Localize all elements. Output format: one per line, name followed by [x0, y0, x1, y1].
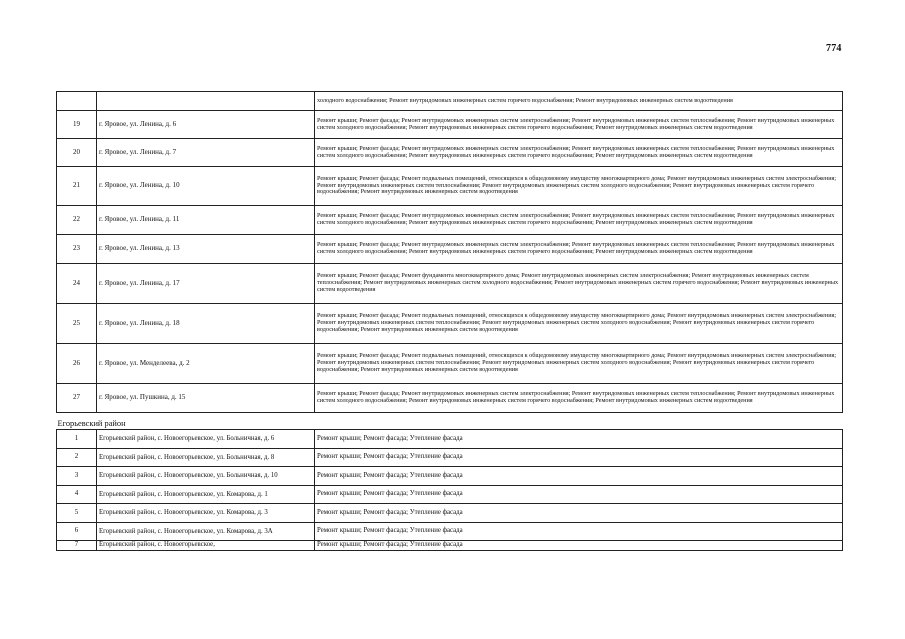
- row-number-cell: 21: [57, 167, 97, 206]
- table-row: [57, 206, 843, 235]
- row-number-cell: 4: [57, 485, 97, 504]
- address-cell: [97, 92, 315, 111]
- table-row: [57, 384, 843, 413]
- address-cell: г. Яровое, ул. Пушкина, д. 15: [97, 384, 315, 413]
- address-cell: Егорьевский район, с. Новоегорьевское, ул. Больничная, д. 8: [97, 448, 315, 467]
- work-cell: Ремонт крыши; Ремонт фасада; Утепление фасада: [315, 430, 843, 449]
- page-number: 774: [826, 43, 842, 54]
- work-cell: Ремонт крыши; Ремонт фасада; Ремонт внутридомовых инженерных систем электроснабжения; Ремонт внутридомовых инженерных систем теплоснабжения; Ремонт внутридомовых инженерных систем холодного водоснабжения; Ремонт внутридомовых инженерных систем горячего водоснабжения; Ремонт внутридомовых инженерных систем водоотведения: [315, 139, 843, 167]
- work-cell: холодного водоснабжения; Ремонт внутридомовых инженерных систем горячего водоснабжения; Ремонт внутридомовых инженерных систем водоотведения: [315, 92, 843, 111]
- address-cell: Егорьевский район, с. Новоегорьевское, ул. Больничная, д. 10: [97, 467, 315, 486]
- row-number-cell: 1: [57, 430, 97, 449]
- address-cell: Егорьевский район, с. Новоегорьевское, ул. Комарова, д. 3А: [97, 522, 315, 541]
- address-cell: г. Яровое, ул. Менделеева, д. 2: [97, 344, 315, 384]
- work-cell: Ремонт крыши; Ремонт фасада; Утепление фасада: [315, 522, 843, 541]
- row-number-cell: 3: [57, 467, 97, 486]
- work-cell: Ремонт крыши; Ремонт фасада; Ремонт внутридомовых инженерных систем электроснабжения; Ремонт внутридомовых инженерных систем теплоснабжения; Ремонт внутридомовых инженерных систем холодного водоснабжения; Ремонт внутридомовых инженерных систем горячего водоснабжения; Ремонт внутридомовых инженерных систем водоотведения: [315, 111, 843, 139]
- table-row: [57, 304, 843, 344]
- table-row-continuation: [57, 92, 843, 111]
- table-row: [57, 467, 843, 486]
- address-cell: Егорьевский район, с. Новоегорьевское, ул. Комарова, д. 1: [97, 485, 315, 504]
- row-number-cell: 27: [57, 384, 97, 413]
- row-number-cell: 23: [57, 235, 97, 264]
- table-row: [57, 430, 843, 449]
- table-row: [57, 541, 843, 551]
- work-cell: Ремонт крыши; Ремонт фасада; Утепление фасада: [315, 467, 843, 486]
- row-number-cell: 5: [57, 504, 97, 523]
- work-cell: Ремонт крыши; Ремонт фасада; Утепление фасада: [315, 541, 843, 551]
- row-number-cell: [57, 92, 97, 111]
- table-row: [57, 485, 843, 504]
- work-cell: Ремонт крыши; Ремонт фасада; Утепление фасада: [315, 448, 843, 467]
- table-row: [57, 448, 843, 467]
- address-cell: г. Яровое, ул. Ленина, д. 10: [97, 167, 315, 206]
- address-cell: г. Яровое, ул. Ленина, д. 17: [97, 264, 315, 304]
- row-number-cell: 20: [57, 139, 97, 167]
- row-number-cell: 19: [57, 111, 97, 139]
- row-number-cell: 22: [57, 206, 97, 235]
- row-number-cell: 7: [57, 541, 97, 551]
- work-cell: Ремонт крыши; Ремонт фасада; Ремонт внутридомовых инженерных систем электроснабжения; Ремонт внутридомовых инженерных систем теплоснабжения; Ремонт внутридомовых инженерных систем холодного водоснабжения; Ремонт внутридомовых инженерных систем горячего водоснабжения; Ремонт внутридомовых инженерных систем водоотведения: [315, 384, 843, 413]
- table-row: [57, 264, 843, 304]
- table-row: [57, 139, 843, 167]
- table-row: [57, 522, 843, 541]
- table-row: [57, 504, 843, 523]
- address-cell: Егорьевский район, с. Новоегорьевское, ул. Комарова, д. 3: [97, 504, 315, 523]
- address-cell: г. Яровое, ул. Ленина, д. 18: [97, 304, 315, 344]
- work-cell: Ремонт крыши; Ремонт фасада; Ремонт фундамента многоквартирного дома; Ремонт внутридомовых инженерных систем электроснабжения; Ремонт внутридомовых инженерных систем теплоснабжения; Ремонт внутридомовых инженерных систем холодного водоснабжения; Ремонт внутридомовых инженерных систем горячего водоснабжения; Ремонт внутридомовых инженерных систем водоотведения: [315, 264, 843, 304]
- row-number-cell: 2: [57, 448, 97, 467]
- work-cell: Ремонт крыши; Ремонт фасада; Ремонт внутридомовых инженерных систем электроснабжения; Ремонт внутридомовых инженерных систем теплоснабжения; Ремонт внутридомовых инженерных систем холодного водоснабжения; Ремонт внутридомовых инженерных систем горячего водоснабжения; Ремонт внутридомовых инженерных систем водоотведения: [315, 206, 843, 235]
- address-cell: г. Яровое, ул. Ленина, д. 11: [97, 206, 315, 235]
- table-row: [57, 235, 843, 264]
- work-cell: Ремонт крыши; Ремонт фасада; Утепление фасада: [315, 485, 843, 504]
- row-number-cell: 6: [57, 522, 97, 541]
- repair-registry-table: [56, 91, 843, 551]
- work-cell: Ремонт крыши; Ремонт фасада; Ремонт подвальных помещений, относящихся к общедомовому имуществу многоквартирного дома; Ремонт внутридомовых инженерных систем электроснабжения; Ремонт внутридомовых инженерных систем теплоснабжения; Ремонт внутридомовых инженерных систем холодного водоснабжения; Ремонт внутридомовых инженерных систем горячего водоснабжения; Ремонт внутридомовых инженерных систем водоотведения: [315, 167, 843, 206]
- address-cell: г. Яровое, ул. Ленина, д. 13: [97, 235, 315, 264]
- work-cell: Ремонт крыши; Ремонт фасада; Ремонт подвальных помещений, относящихся к общедомовому имуществу многоквартирного дома; Ремонт внутридомовых инженерных систем электроснабжения; Ремонт внутридомовых инженерных систем теплоснабжения; Ремонт внутридомовых инженерных систем холодного водоснабжения; Ремонт внутридомовых инженерных систем горячего водоснабжения; Ремонт внутридомовых инженерных систем водоотведения: [315, 304, 843, 344]
- address-cell: Егорьевский район, с. Новоегорьевское,: [97, 541, 315, 551]
- row-number-cell: 24: [57, 264, 97, 304]
- work-cell: Ремонт крыши; Ремонт фасада; Ремонт внутридомовых инженерных систем электроснабжения; Ремонт внутридомовых инженерных систем теплоснабжения; Ремонт внутридомовых инженерных систем холодного водоснабжения; Ремонт внутридомовых инженерных систем горячего водоснабжения; Ремонт внутридомовых инженерных систем водоотведения: [315, 235, 843, 264]
- row-number-cell: 25: [57, 304, 97, 344]
- address-cell: г. Яровое, ул. Ленина, д. 7: [97, 139, 315, 167]
- table-row: [57, 167, 843, 206]
- work-cell: Ремонт крыши; Ремонт фасада; Ремонт подвальных помещений, относящихся к общедомовому имуществу многоквартирного дома; Ремонт внутридомовых инженерных систем электроснабжения; Ремонт внутридомовых инженерных систем теплоснабжения; Ремонт внутридомовых инженерных систем холодного водоснабжения; Ремонт внутридомовых инженерных систем горячего водоснабжения; Ремонт внутридомовых инженерных систем водоотведения: [315, 344, 843, 384]
- work-cell: Ремонт крыши; Ремонт фасада; Утепление фасада: [315, 504, 843, 523]
- address-cell: Егорьевский район, с. Новоегорьевское, ул. Больничная, д. 6: [97, 430, 315, 449]
- address-cell: г. Яровое, ул. Ленина, д. 6: [97, 111, 315, 139]
- table-row: [57, 344, 843, 384]
- section-header-row: [57, 413, 843, 430]
- section-title: Егорьевский район: [57, 413, 843, 430]
- row-number-cell: 26: [57, 344, 97, 384]
- table-row: [57, 111, 843, 139]
